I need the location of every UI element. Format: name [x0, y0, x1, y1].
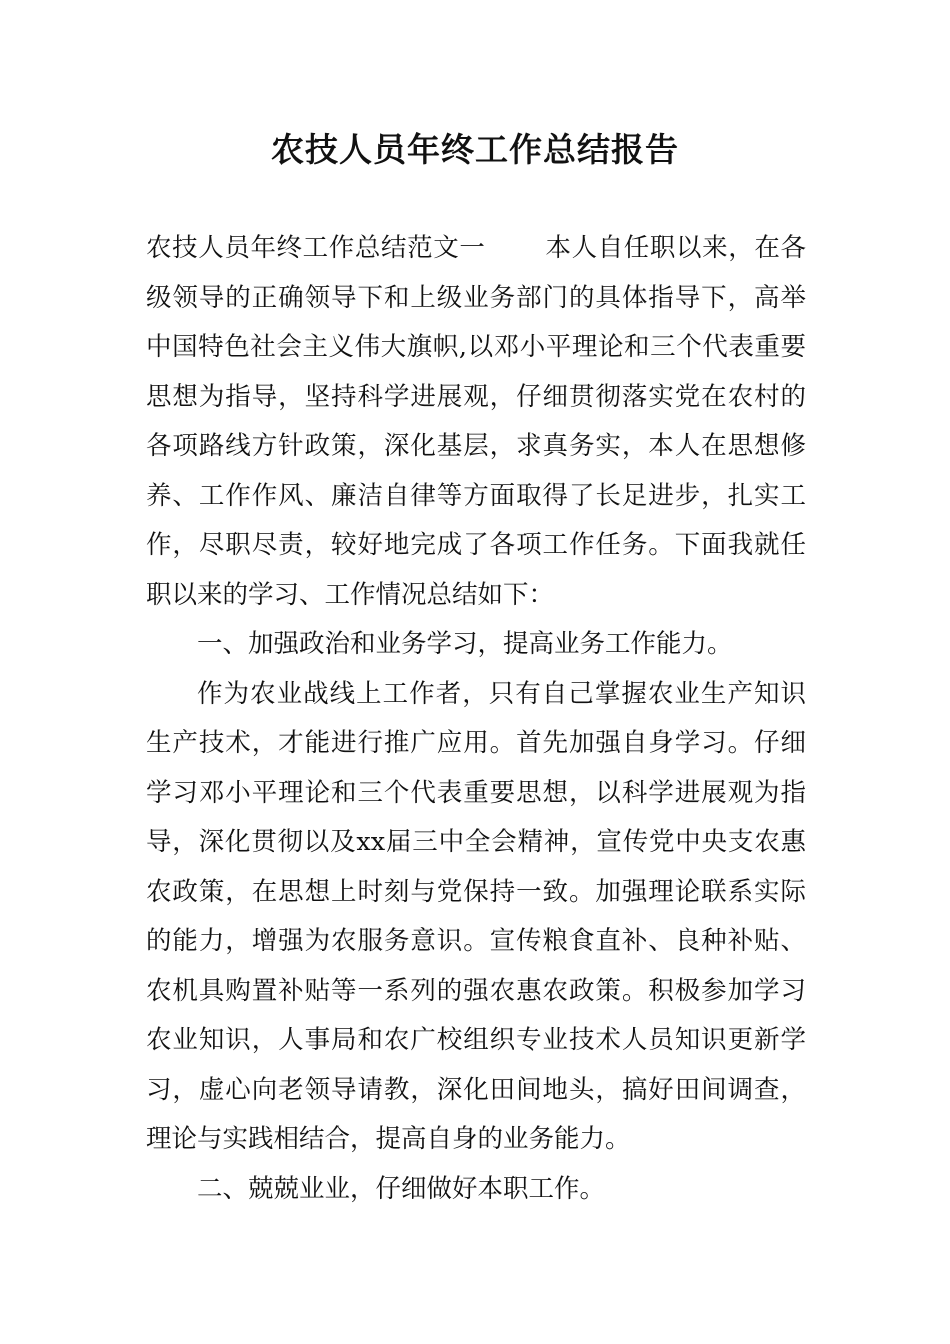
intro-paragraph [146, 224, 806, 620]
document-title: 农技人员年终工作总结报告 [271, 130, 679, 169]
intro-text: 本人自任职以来，在各级领导的正确领导下和上级业务部门的具体指导下，高举中国特色社会主义伟大旗帜,以邓小平理论和三个代表重要思想为指导，坚持科学进展观，仔细贯彻落实党在农村的各项路线方针政策，深化基层，求真务实，本人在思想修养、工作作风、廉洁自律等方面取得了长足进步，扎实工作，尽职尽责，较好地完成了各项工作任务。下面我就任职以来的学习、工作情况总结如下： [146, 233, 806, 610]
section-heading-1: 一、加强政治和业务学习，提高业务工作能力。 [197, 629, 733, 659]
section-paragraph-1: 作为农业战线上工作者，只有自己掌握农业生产知识生产技术，才能进行推广应用。首先加强自身学习。仔细学习邓小平理论和三个代表重要思想，以科学进展观为指导，深化贯彻以及xx届三中全会精神，宣传党中央支农惠农政策，在思想上时刻与党保持一致。加强理论联系实际的能力，增强为农服务意识。宣传粮食直补、良种补贴、农机具购置补贴等一系列的强农惠农政策。积极参加学习农业知识，人事局和农广校组织专业技术人员知识更新学习，虚心向老领导请教，深化田间地头，搞好田间调查，理论与实践相结合，提高自身的业务能力。 [146, 678, 806, 1154]
document-body [146, 224, 806, 1214]
section-heading-2: 二、兢兢业业，仔细做好本职工作。 [197, 1173, 606, 1204]
intro-heading: 农技人员年终工作总结范文一 [146, 233, 486, 263]
